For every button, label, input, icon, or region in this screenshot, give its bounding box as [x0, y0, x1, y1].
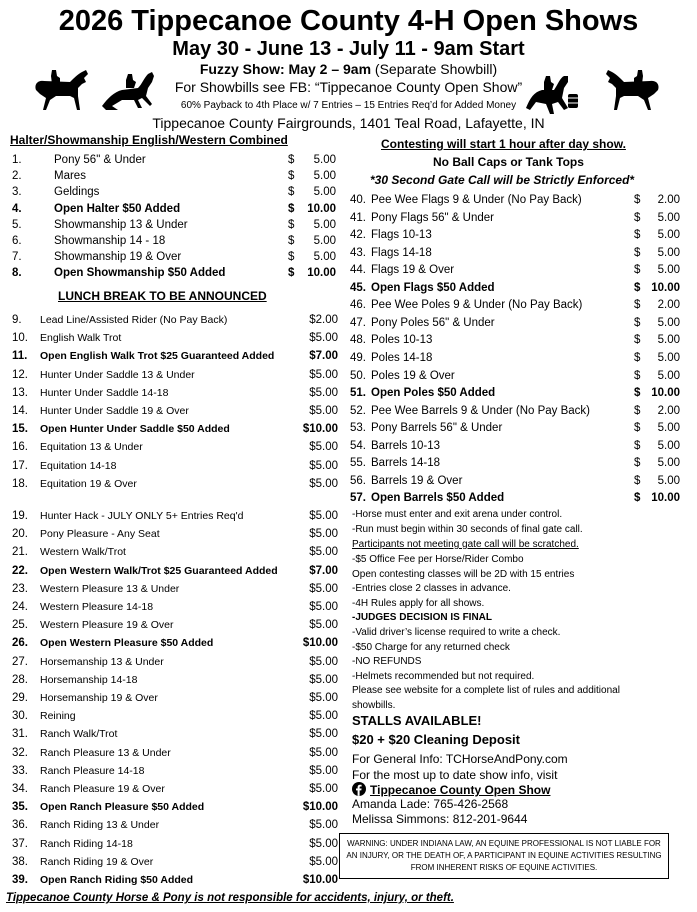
contesting-class-row	[350, 262, 685, 278]
class-number: 50.	[350, 369, 366, 382]
rule-line: -Run must begin within 30 seconds of final gate call.	[352, 524, 583, 535]
riding-class-row	[12, 312, 342, 328]
contesting-class-row	[350, 385, 685, 401]
class-number: 56.	[350, 474, 366, 487]
class-name: Barrels 19 & Over	[371, 474, 463, 487]
gate-call-rule: *30 Second Gate Call will be Strictly Enforced*	[370, 173, 635, 187]
class-number: 37.	[12, 837, 28, 850]
class-name: Hunter Under Saddle 13 & Under	[40, 368, 195, 381]
class-number: 12.	[12, 368, 28, 381]
fee-dollar: $	[288, 218, 295, 231]
class-number: 4.	[12, 202, 22, 215]
class-number: 33.	[12, 764, 28, 777]
class-number: 17.	[12, 459, 28, 472]
class-name: Showmanship 14 - 18	[54, 235, 166, 247]
class-name: Geldings	[54, 186, 100, 199]
class-number: 40.	[350, 194, 366, 206]
class-number: 25.	[12, 619, 28, 632]
fee-dollar: $	[288, 202, 295, 215]
class-number: 51.	[350, 387, 366, 400]
contesting-class-row	[350, 280, 685, 296]
halter-class-row	[12, 152, 342, 168]
class-number: 43.	[350, 246, 366, 259]
class-fee: 10.00	[307, 267, 336, 280]
fee-dollar: $	[634, 422, 641, 435]
class-fee: 5.00	[657, 351, 680, 364]
class-name: Ranch Walk/Trot	[40, 728, 118, 741]
halter-class-row	[12, 201, 342, 217]
scratch-rule: Participants not meeting gate call will be scratched.	[352, 539, 579, 550]
class-number: 19.	[12, 510, 28, 522]
class-number: 44.	[350, 264, 366, 277]
fuzzy-show-note: (Separate Showbill)	[371, 61, 498, 77]
class-name: Open Ranch Riding $50 Added	[40, 874, 194, 886]
class-name: English Walk Trot	[40, 332, 122, 345]
class-fee: $5.00	[309, 746, 338, 759]
class-name: Western Walk/Trot	[40, 546, 126, 559]
page-title: 2026 Tippecanoe County 4-H Open Shows	[58, 5, 639, 37]
riding-class-row	[12, 745, 342, 761]
class-fee: 5.00	[657, 264, 680, 277]
contesting-class-row	[350, 297, 685, 313]
class-name: Open Halter $50 Added	[54, 202, 181, 215]
fee-dollar: $	[634, 229, 641, 242]
class-fee: 5.00	[657, 229, 680, 242]
class-fee: 5.00	[657, 246, 680, 259]
riding-class-row	[12, 763, 342, 779]
riding-class-row	[12, 654, 342, 670]
class-name: Poles 14-18	[371, 351, 433, 364]
riding-class-row	[12, 403, 342, 419]
rule-line: showbills.	[352, 700, 396, 711]
contact-melissa: Melissa Simmons: 812-201-9644	[352, 812, 528, 826]
class-fee: 5.00	[313, 235, 336, 247]
class-name: Showmanship 19 & Over	[54, 251, 182, 264]
riding-class-row	[12, 581, 342, 597]
halter-class-row	[12, 168, 342, 184]
class-number: 55.	[350, 457, 366, 470]
fee-dollar: $	[634, 457, 641, 470]
riding-class-row	[12, 367, 342, 383]
class-number: 21.	[12, 546, 28, 559]
class-name: Western Pleasure 14-18	[40, 601, 154, 613]
class-fee: $5.00	[309, 673, 338, 686]
halter-class-row	[12, 265, 342, 281]
class-fee: 10.00	[651, 387, 680, 400]
class-name: Horsemanship 13 & Under	[40, 655, 164, 668]
class-number: 36.	[12, 819, 28, 832]
fee-dollar: $	[288, 267, 295, 280]
class-fee: $10.00	[302, 801, 338, 814]
class-number: 53.	[350, 422, 366, 435]
halter-class-row	[12, 217, 342, 233]
class-fee: $2.00	[309, 314, 338, 326]
class-number: 14.	[12, 405, 28, 417]
class-fee: $5.00	[309, 332, 338, 345]
class-name: Pee Wee Flags 9 & Under (No Pay Back)	[371, 194, 582, 206]
class-name: Flags 14-18	[371, 246, 432, 259]
riding-class-row	[12, 508, 342, 524]
riding-class-row	[12, 708, 342, 724]
halter-class-row	[12, 249, 342, 265]
class-fee: 5.00	[657, 422, 680, 435]
class-fee: $5.00	[309, 528, 338, 541]
class-name: Pony Pleasure - Any Seat	[40, 528, 160, 541]
class-name: Ranch Pleasure 19 & Over	[40, 783, 165, 795]
riding-class-row	[12, 385, 342, 401]
riding-class-row	[12, 726, 342, 742]
class-name: Ranch Riding 13 & Under	[40, 819, 160, 832]
contesting-class-row	[350, 192, 685, 208]
fee-dollar: $	[634, 194, 641, 206]
class-name: Open Ranch Pleasure $50 Added	[40, 801, 205, 814]
class-name: Pee Wee Poles 9 & Under (No Pay Back)	[371, 299, 583, 312]
class-name: Pony Poles 56" & Under	[371, 316, 495, 329]
contesting-class-row	[350, 403, 685, 419]
class-fee: $10.00	[302, 874, 338, 886]
class-fee: 5.00	[657, 474, 680, 487]
class-number: 5.	[12, 218, 22, 231]
contesting-class-row	[350, 420, 685, 436]
class-number: 27.	[12, 655, 28, 668]
class-name: Open Western Pleasure $50 Added	[40, 637, 214, 650]
class-fee: $5.00	[309, 601, 338, 613]
class-fee: 2.00	[657, 404, 680, 417]
class-fee: $5.00	[309, 819, 338, 832]
class-name: Ranch Pleasure 14-18	[40, 764, 145, 777]
lunch-break-header: LUNCH BREAK TO BE ANNOUNCED	[58, 289, 267, 303]
class-name: Pee Wee Barrels 9 & Under (No Pay Back)	[371, 404, 591, 417]
contesting-class-row	[350, 350, 685, 366]
riding-class-row	[12, 526, 342, 542]
fee-dollar: $	[288, 170, 295, 183]
rule-line: Please see website for a complete list of rules and additional	[352, 685, 620, 697]
class-number: 22.	[12, 564, 28, 577]
class-number: 16.	[12, 441, 28, 454]
rule-line: -$5 Office Fee per Horse/Rider Combo	[352, 554, 524, 565]
contesting-class-row	[350, 490, 685, 506]
class-number: 3.	[12, 186, 22, 199]
class-fee: $5.00	[309, 405, 338, 417]
rule-line: -NO REFUNDS	[352, 656, 422, 668]
fuzzy-show-date: Fuzzy Show: May 2 – 9am	[199, 61, 372, 77]
class-fee: 10.00	[651, 492, 680, 505]
stall-deposit: $20 + $20 Cleaning Deposit	[352, 732, 520, 747]
rule-line: -$50 Charge for any returned check	[352, 641, 510, 653]
class-name: Showmanship 13 & Under	[54, 218, 188, 231]
contesting-class-row	[350, 315, 685, 331]
class-number: 49.	[350, 351, 366, 364]
class-number: 35.	[12, 801, 28, 814]
contesting-class-row	[350, 438, 685, 454]
class-number: 26.	[12, 637, 28, 650]
class-name: Western Pleasure 13 & Under	[40, 582, 180, 595]
fee-dollar: $	[634, 334, 641, 347]
class-fee: 5.00	[657, 211, 680, 224]
attire-rule: No Ball Caps or Tank Tops	[433, 155, 584, 169]
class-fee: 2.00	[657, 194, 680, 206]
class-number: 11.	[12, 350, 28, 363]
class-number: 41.	[350, 211, 366, 224]
fee-dollar: $	[634, 211, 641, 224]
rule-line: -4H Rules apply for all shows.	[352, 597, 485, 609]
riding-class-row	[12, 476, 342, 492]
fee-dollar: $	[634, 404, 641, 417]
class-number: 10.	[12, 332, 28, 345]
class-fee: $5.00	[309, 368, 338, 381]
class-number: 28.	[12, 673, 28, 686]
class-name: Flags 10-13	[371, 229, 432, 242]
class-name: Open Flags $50 Added	[371, 281, 495, 294]
halter-section-header: Halter/Showmanship English/Western Combined	[10, 133, 288, 147]
class-fee: $5.00	[309, 441, 338, 454]
class-number: 8.	[12, 267, 22, 280]
class-name: Horsemanship 14-18	[40, 673, 138, 686]
class-name: Ranch Riding 14-18	[40, 837, 133, 850]
halter-class-row	[12, 184, 342, 200]
class-fee: 5.00	[657, 316, 680, 329]
fee-dollar: $	[634, 264, 641, 277]
fee-dollar: $	[288, 154, 295, 166]
class-fee: 5.00	[313, 218, 336, 231]
class-number: 23.	[12, 582, 28, 595]
class-name: Flags 19 & Over	[371, 264, 455, 277]
class-fee: $5.00	[309, 619, 338, 632]
class-name: Ranch Riding 19 & Over	[40, 855, 154, 868]
showbills-note: For Showbills see FB: “Tippecanoe County Open Show”	[174, 79, 523, 95]
class-fee: $5.00	[309, 710, 338, 723]
riding-class-row	[12, 854, 342, 870]
riding-class-row	[12, 672, 342, 688]
riding-class-row	[12, 617, 342, 633]
class-number: 42.	[350, 229, 366, 242]
riding-class-row	[12, 544, 342, 560]
class-number: 30.	[12, 710, 28, 723]
class-number: 32.	[12, 746, 28, 759]
fee-dollar: $	[288, 235, 295, 247]
riding-class-row	[12, 817, 342, 833]
class-number: 46.	[350, 299, 366, 312]
rule-line: -Valid driver’s license required to write a check.	[352, 627, 561, 638]
class-number: 7.	[12, 251, 22, 264]
class-number: 39.	[12, 874, 28, 886]
contesting-start-header: Contesting will start 1 hour after day show.	[381, 137, 626, 151]
class-fee: 5.00	[657, 439, 680, 452]
class-name: Ranch Pleasure 13 & Under	[40, 746, 171, 759]
class-fee: $5.00	[309, 728, 338, 741]
class-number: 15.	[12, 423, 28, 436]
riding-class-row	[12, 781, 342, 797]
contesting-class-row	[350, 455, 685, 471]
riding-class-row	[12, 458, 342, 474]
class-fee: 5.00	[313, 251, 336, 264]
class-number: 45.	[350, 281, 366, 294]
class-number: 13.	[12, 386, 28, 399]
class-fee: $5.00	[309, 477, 338, 490]
class-fee: 10.00	[651, 281, 680, 294]
fee-dollar: $	[634, 316, 641, 329]
class-number: 6.	[12, 235, 22, 247]
class-name: Pony Flags 56" & Under	[371, 211, 494, 224]
class-name: Hunter Under Saddle 19 & Over	[40, 405, 189, 417]
riding-class-row	[12, 799, 342, 815]
riding-class-row	[12, 836, 342, 852]
show-info-note: For the most up to date show info, visit	[352, 768, 558, 782]
class-number: 38.	[12, 855, 28, 868]
class-fee: $5.00	[309, 764, 338, 777]
riding-class-row	[12, 421, 342, 437]
riding-class-row	[12, 599, 342, 615]
class-name: Barrels 10-13	[371, 439, 441, 452]
class-name: Reining	[40, 710, 76, 723]
class-fee: 5.00	[657, 369, 680, 382]
class-name: Barrels 14-18	[371, 457, 441, 470]
fee-dollar: $	[634, 246, 641, 259]
class-name: Open Hunter Under Saddle $50 Added	[40, 423, 230, 436]
rule-line: -Entries close 2 classes in advance.	[352, 583, 511, 595]
class-name: Open Poles $50 Added	[371, 387, 496, 400]
riding-class-row	[12, 872, 342, 888]
class-number: 9.	[12, 314, 22, 326]
payback-note: 60% Payback to 4th Place w/ 7 Entries – 15 Entries Req’d for Added Money	[180, 100, 517, 111]
facebook-icon	[352, 782, 366, 796]
class-name: Pony 56" & Under	[54, 154, 146, 166]
fee-dollar: $	[288, 251, 295, 264]
general-info: For General Info: TCHorseAndPony.com	[352, 752, 568, 766]
fee-dollar: $	[634, 492, 641, 505]
class-number: 57.	[350, 492, 366, 505]
class-name: Horsemanship 19 & Over	[40, 692, 158, 704]
riding-class-row	[12, 563, 342, 579]
class-fee: $10.00	[302, 637, 338, 650]
class-fee: $5.00	[309, 510, 338, 522]
contesting-class-row	[350, 332, 685, 348]
class-fee: 5.00	[313, 170, 336, 183]
class-name: Open Showmanship $50 Added	[54, 267, 226, 280]
class-fee: 5.00	[313, 154, 336, 166]
equine-liability-warning: WARNING: UNDER INDIANA LAW, AN EQUINE PROFESSIONAL IS NOT LIABLE FOR AN INJURY, OR THE DEATH OF, A PARTICIPANT IN EQUINE ACTIVITIES RESULTING FROM INHERENT RISKS OF EQUINE ACTIVITIES.	[339, 833, 669, 879]
rule-line: -Horse must enter and exit arena under control.	[352, 509, 563, 520]
class-fee: 5.00	[313, 186, 336, 199]
class-fee: $10.00	[302, 423, 338, 436]
riding-class-row	[12, 635, 342, 651]
class-name: Equitation 14-18	[40, 459, 117, 472]
class-number: 18.	[12, 477, 28, 490]
class-name: Open English Walk Trot $25 Guaranteed Added	[40, 350, 275, 363]
stalls-heading: STALLS AVAILABLE!	[352, 713, 482, 728]
western-horse-right-icon	[602, 66, 664, 114]
class-fee: $5.00	[309, 837, 338, 850]
reining-horse-icon	[98, 68, 162, 114]
western-horse-left-icon	[30, 66, 92, 114]
class-number: 1.	[12, 154, 22, 166]
class-name: Lead Line/Assisted Rider (No Pay Back)	[40, 314, 228, 326]
judges-rule: -JUDGES DECISION IS FINAL	[352, 612, 493, 624]
facebook-page-name: Tippecanoe County Open Show	[370, 783, 551, 797]
riding-class-row	[12, 330, 342, 346]
class-fee: $5.00	[309, 546, 338, 559]
class-fee: $5.00	[309, 655, 338, 668]
riding-class-row	[12, 348, 342, 364]
fee-dollar: $	[634, 474, 641, 487]
class-number: 34.	[12, 783, 28, 795]
riding-class-row	[12, 690, 342, 706]
class-number: 54.	[350, 439, 366, 452]
class-fee: $7.00	[309, 564, 338, 577]
rule-line: -Helmets recommended but not required.	[352, 670, 535, 682]
class-name: Mares	[54, 170, 86, 183]
class-name: Western Pleasure 19 & Over	[40, 619, 174, 632]
class-number: 29.	[12, 692, 28, 704]
class-fee: 10.00	[307, 202, 336, 215]
class-number: 47.	[350, 316, 366, 329]
facebook-link[interactable]	[352, 782, 550, 798]
barrel-racer-icon	[516, 68, 580, 118]
fee-dollar: $	[634, 351, 641, 364]
class-fee: 5.00	[657, 457, 680, 470]
class-number: 24.	[12, 601, 28, 613]
location: Tippecanoe County Fairgrounds, 1401 Teal Road, Lafayette, IN	[152, 115, 545, 131]
class-name: Poles 19 & Over	[371, 369, 455, 382]
class-name: Hunter Under Saddle 14-18	[40, 386, 169, 399]
class-fee: 5.00	[657, 334, 680, 347]
class-number: 52.	[350, 404, 366, 417]
class-name: Open Barrels $50 Added	[371, 492, 505, 505]
class-number: 2.	[12, 170, 22, 183]
show-dates: May 30 - June 13 - July 11 - 9am Start	[172, 38, 525, 60]
halter-class-row	[12, 233, 342, 249]
contesting-class-row	[350, 245, 685, 261]
fee-dollar: $	[634, 439, 641, 452]
fee-dollar: $	[288, 186, 295, 199]
class-fee: $5.00	[309, 386, 338, 399]
fee-dollar: $	[634, 299, 641, 312]
class-fee: $5.00	[309, 582, 338, 595]
class-fee: $5.00	[309, 459, 338, 472]
class-name: Poles 10-13	[371, 334, 433, 347]
class-name: Equitation 13 & Under	[40, 441, 143, 454]
class-fee: $7.00	[309, 350, 338, 363]
contesting-class-row	[350, 473, 685, 489]
fee-dollar: $	[634, 281, 641, 294]
class-fee: $5.00	[309, 855, 338, 868]
class-number: 31.	[12, 728, 28, 741]
contesting-class-row	[350, 368, 685, 384]
class-number: 20.	[12, 528, 28, 541]
class-name: Open Western Walk/Trot $25 Guaranteed Added	[40, 564, 278, 577]
contesting-class-row	[350, 227, 685, 243]
riding-class-row	[12, 439, 342, 455]
disclaimer-footer: Tippecanoe County Horse & Pony is not responsible for accidents, injury, or theft.	[6, 892, 454, 904]
fee-dollar: $	[634, 387, 641, 400]
class-name: Hunter Hack - JULY ONLY 5+ Entries Req'd	[40, 510, 244, 522]
class-name: Pony Barrels 56" & Under	[371, 422, 503, 435]
class-fee: $5.00	[309, 783, 338, 795]
class-fee: $5.00	[309, 692, 338, 704]
class-number: 48.	[350, 334, 366, 347]
class-fee: 2.00	[657, 299, 680, 312]
contesting-class-row	[350, 210, 685, 226]
rule-line: Open contesting classes will be 2D with 15 entries	[352, 568, 575, 580]
fee-dollar: $	[634, 369, 641, 382]
contact-amanda: Amanda Lade: 765-426-2568	[352, 797, 509, 811]
class-name: Equitation 19 & Over	[40, 477, 137, 490]
